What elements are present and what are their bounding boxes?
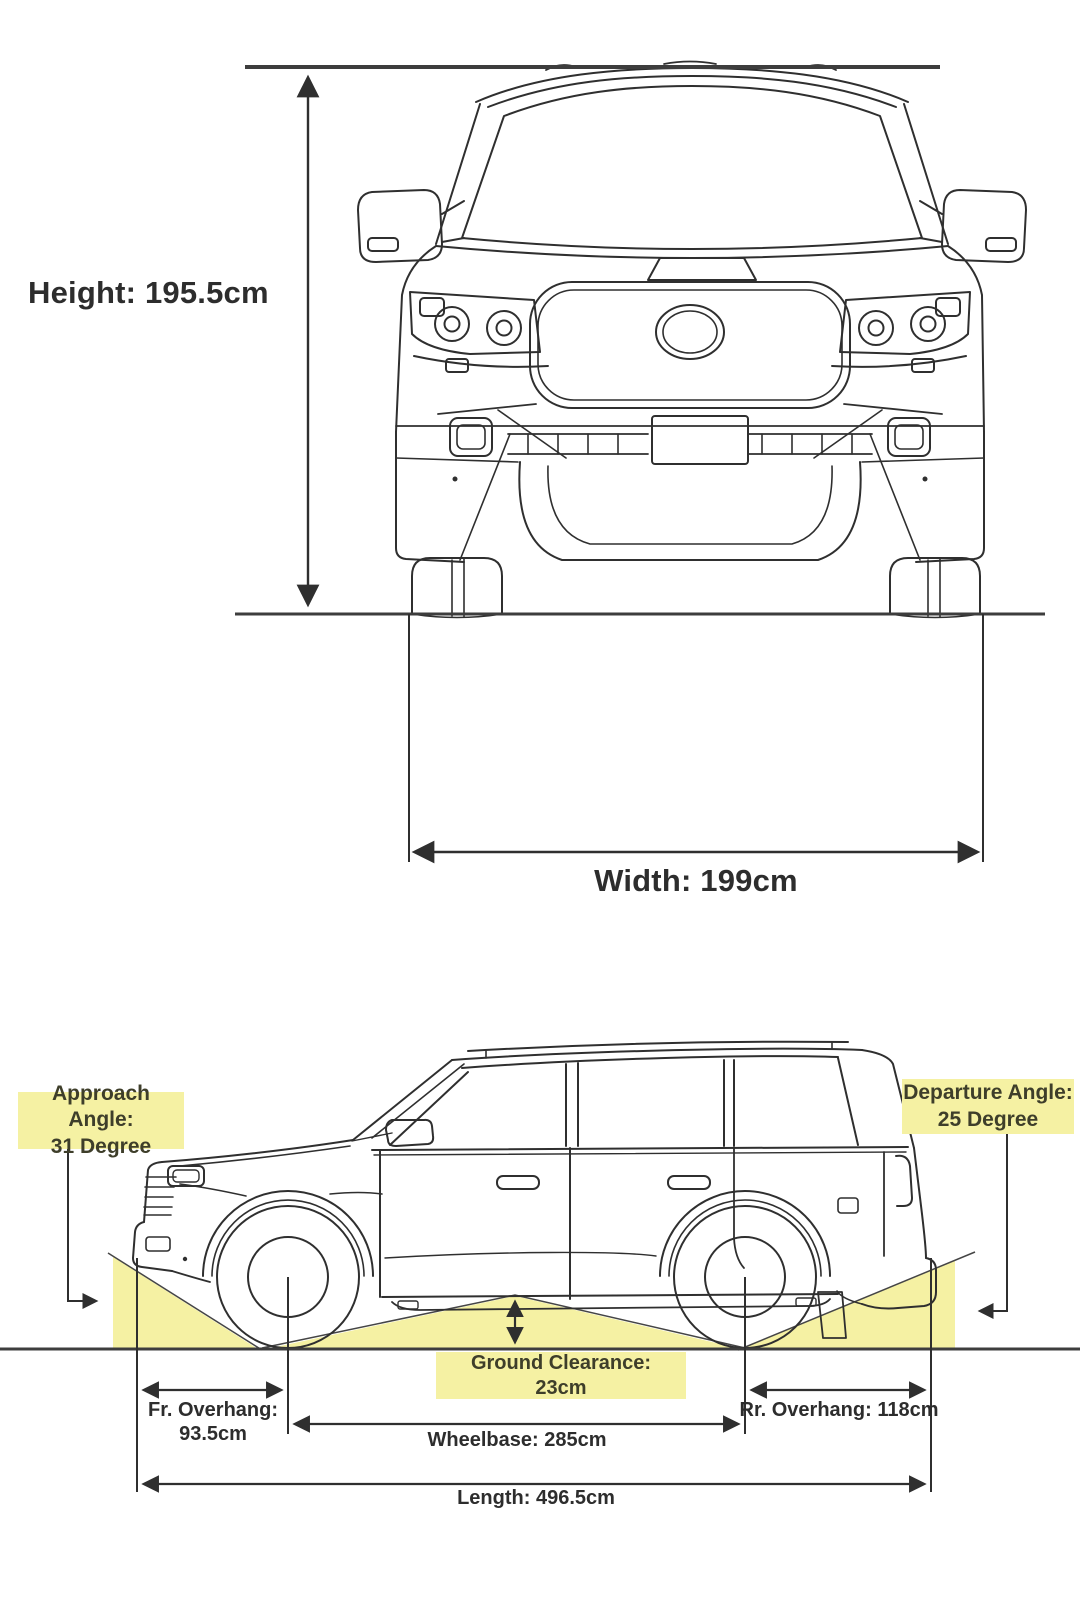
approach-angle-line2: 31 Degree (50, 1134, 152, 1158)
ground-clearance-line1: Ground Clearance: (470, 1351, 652, 1374)
front-overhang-label (133, 1398, 293, 1447)
ground-clearance-area (266, 1296, 742, 1349)
departure-angle-callout (902, 1079, 1074, 1134)
front-view-drawing (358, 62, 1026, 618)
front-view-dimension-lines (235, 67, 1045, 862)
departure-angle-line2: 25 Degree (937, 1107, 1039, 1131)
ground-clearance-line2: 23cm (535, 1376, 587, 1399)
wheelbase-label: Wheelbase: 285cm (427, 1429, 607, 1451)
rear-overhang-label: Rr. Overhang: 118cm (739, 1399, 939, 1421)
front-overhang-line2: 93.5cm (179, 1423, 247, 1446)
height-dimension-label: Height: 195.5cm (28, 275, 269, 310)
front-overhang-line1: Fr. Overhang: (147, 1399, 279, 1421)
approach-angle-line1: Approach Angle: (51, 1082, 150, 1132)
departure-angle-line1: Departure Angle: (903, 1081, 1073, 1105)
ground-clearance-callout (436, 1352, 686, 1399)
approach-angle-callout (18, 1082, 184, 1158)
width-dimension-label: Width: 199cm (594, 863, 798, 898)
approach-leader-line (68, 1149, 96, 1301)
length-label: Length: 496.5cm (457, 1487, 615, 1509)
departure-leader-line (980, 1134, 1007, 1311)
approach-angle-area (113, 1257, 258, 1349)
